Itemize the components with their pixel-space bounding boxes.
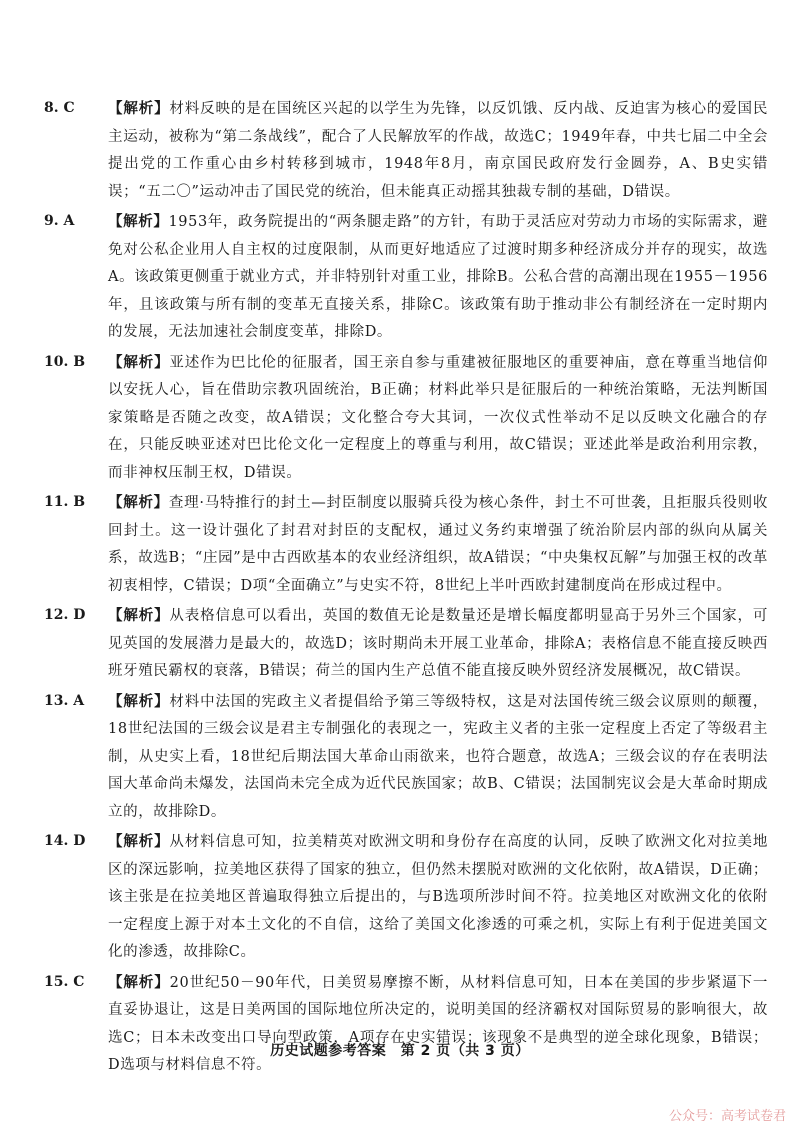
answer-item xyxy=(44,969,768,1080)
analysis-tag: 【解析】 xyxy=(108,100,170,117)
answer-item xyxy=(44,688,768,827)
analysis-tag: 【解析】 xyxy=(108,833,170,850)
analysis-body: 从表格信息可以看出，英国的数值无论是数量还是增长幅度都明显高于另外三个国家，可见英国的发展潜力是最大的，故选D；该时期尚未开展工业革命，排除A；表格信息不能直接反映西班牙殖民霸权的衰落，B错误；荷兰的国内生产总值不能直接反映外贸经济发展概况，故C错误。 xyxy=(108,608,768,679)
analysis-body: 材料反映的是在国统区兴起的以学生为先锋，以反饥饿、反内战、反迫害为核心的爱国民主运动，被称为“第二条战线”，配合了人民解放军的作战，故选C；1949年春，中共七届二中全会提出党的工作重心由乡村转移到城市，1948年8月，南京国民政府发行金圆券，A、B史实错误；“五二〇”运动冲击了国民党的统治，但未能真正动摇其独裁专制的基础，D错误。 xyxy=(108,101,768,200)
answer-item xyxy=(44,95,768,206)
answer-number: 8. C xyxy=(44,100,75,116)
analysis-body: 查理·马特推行的封土—封臣制度以服骑兵役为核心条件，封土不可世袭，且拒服兵役则收回封土。这一设计强化了封君对封臣的支配权，通过义务约束增强了统治阶层内部的纵向从属关系，故选B；“庄园”是中古西欧基本的农业经济组织，故A错误；“中央集权瓦解”与加强王权的改革初衷相悖，C错误；D项“全面确立”与史实不符，8世纪上半叶西欧封建制度尚在形成过程中。 xyxy=(108,495,769,594)
analysis-tag: 【解析】 xyxy=(108,607,170,624)
answer-item xyxy=(44,349,768,488)
answer-text xyxy=(108,688,768,827)
analysis-body: 材料中法国的宪政主义者提倡给予第三等级特权，这是对法国传统三级会议原则的颠覆，18世纪法国的三级会议是君主专制强化的表现之一，宪政主义者的主张一定程度上否定了等级君主制，从史实上看，18世纪后期法国大革命山雨欲来，也符合题意，故选A；三级会议的存在表明法国大革命尚未爆发，法国尚未完全成为近代民族国家；故B、C错误；法国制宪议会是大革命时期成立的，故排除D。 xyxy=(108,693,768,820)
analysis-body: 亚述作为巴比伦的征服者，国王亲自参与重建被征服地区的重要神庙，意在尊重当地信仰以安抚人心，旨在借助宗教巩固统治，B正确；材料此举只是征服后的一种统治策略，无法判断国家策略是否随之改变，故A错误；文化整合夸大其词，一次仪式性举动不足以反映文化融合的存在，只能反映亚述对巴比伦文化一定程度上的尊重与利用，故C错误；亚述此举是政治利用宗教，而非神权压制王权，D错误。 xyxy=(108,354,768,481)
answer-text xyxy=(108,828,768,967)
answer-text xyxy=(108,602,768,686)
analysis-body: 20世纪50－90年代，日美贸易摩擦不断，从材料信息可知，日本在美国的步步紧逼下一直妥协退让，这是日美两国的国际地位所决定的，说明美国的经济霸权对国际贸易的影响很大，故选C；日本未改变出口导向型政策，A项存在史实错误；该现象不是典型的逆全球化现象，B错误；D选项与材料信息不符。 xyxy=(108,974,769,1073)
answer-text xyxy=(108,489,768,600)
answer-text xyxy=(108,208,768,347)
answer-text xyxy=(108,349,768,488)
page-footer: 历史试题参考答案 第 2 页（共 3 页） xyxy=(270,1043,530,1059)
analysis-tag: 【解析】 xyxy=(108,494,169,511)
analysis-tag: 【解析】 xyxy=(108,973,170,991)
answer-number: 13. A xyxy=(44,692,85,709)
answer-text xyxy=(108,95,768,206)
answer-number: 9. A xyxy=(44,213,75,229)
analysis-tag: 【解析】 xyxy=(108,353,170,371)
answer-number: 15. C xyxy=(44,973,85,990)
answer-number: 10. B xyxy=(44,353,86,370)
analysis-body: 1953年，政务院提出的“两条腿走路”的方针，有助于灵活应对劳动力市场的实际需求，避免对公私企业用人自主权的过度限制，从而更好地适应了过渡时期多种经济成分并存的现实，故选A。该政策更侧重于就业方式，并非特别针对重工业，排除B。公私合营的高潮出现在1955－1956年，且该政策与所有制的变革无直接关系，排除C。该政策有助于推动非公有制经济在一定时期内的发展，无法加速社会制度变革，排除D。 xyxy=(108,214,768,340)
answer-item xyxy=(44,828,768,967)
answer-item xyxy=(44,208,768,347)
answer-number: 11. B xyxy=(44,494,86,510)
watermark: 公众号：高考试卷君 xyxy=(668,1109,786,1124)
answer-list xyxy=(44,95,768,1082)
analysis-body: 从材料信息可知，拉美精英对欧洲文明和身份存在高度的认同，反映了欧洲文化对拉美地区的深远影响，拉美地区获得了国家的独立，但仍然未摆脱对欧洲的文化依附，故A错误，D正确；该主张是在拉美地区普遍取得独立后提出的，与B选项所涉时间不符。拉美地区对欧洲文化的依附一定程度上源于对本土文化的不自信，这给了美国文化渗透的可乘之机，实际上有利于促进美国文化的渗透，故排除C。 xyxy=(108,834,768,960)
answer-item xyxy=(44,602,768,686)
answer-text xyxy=(108,969,768,1080)
answer-number: 12. D xyxy=(44,607,86,623)
analysis-tag: 【解析】 xyxy=(108,692,170,710)
answer-number: 14. D xyxy=(44,833,86,849)
analysis-tag: 【解析】 xyxy=(108,213,169,230)
answer-item xyxy=(44,489,768,600)
